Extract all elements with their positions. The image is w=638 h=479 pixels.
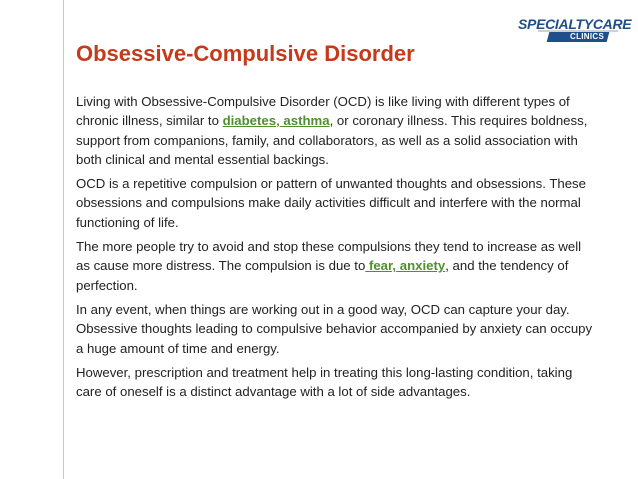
- page-title: Obsessive-Compulsive Disorder: [76, 41, 415, 66]
- paragraph-1-comma: ,: [276, 113, 280, 129]
- paragraph-1-text-a: Living with Obsessive-Compulsive Disorder (OCD) is like living with different types of chronic illness, similar to: [76, 94, 570, 129]
- paragraph-4: In any event, when things are working out in a good way, OCD can capture your day. Obsessive thoughts leading to compulsive behavior accompanied by anxiety can occupy a huge amount of time and energy.: [76, 301, 593, 356]
- paragraph-5: However, prescription and treatment help in treating this long-lasting condition, taking care of oneself is a distinct advantage with a lot of side advantages.: [76, 364, 573, 400]
- logo-brand-accent: CARE: [592, 16, 632, 32]
- paragraph-3: [76, 237, 596, 295]
- left-divider: [63, 0, 64, 479]
- paragraph-3-text-b: , and the tendency of perfection.: [76, 258, 569, 293]
- logo-subtitle: CLINICS: [570, 32, 605, 41]
- paragraph-1-text-b: , or coronary illness. This requires boldness, support from companions, family, and collaborators, as well as a solid association with both clinical and mental essential backings.: [76, 113, 588, 167]
- link-diabetes[interactable]: diabetes: [222, 113, 277, 129]
- link-asthma[interactable]: asthma: [279, 113, 330, 129]
- paragraph-2: OCD is a repetitive compulsion or pattern of unwanted thoughts and obsessions. These obsessions and compulsions make daily activities difficult and interfere with the normal functioning of life.: [76, 176, 586, 230]
- paragraph-1: [76, 92, 596, 169]
- link-fear-anxiety[interactable]: fear, anxiety: [365, 258, 446, 274]
- paragraph-3-text-a: The more people try to avoid and stop these compulsions they tend to increase as well as cause more distress. The compulsion is due to: [76, 239, 582, 274]
- logo-brand-main: SPECIALTY: [518, 16, 593, 32]
- body-text: [76, 92, 596, 406]
- logo-wordmark: [518, 16, 631, 32]
